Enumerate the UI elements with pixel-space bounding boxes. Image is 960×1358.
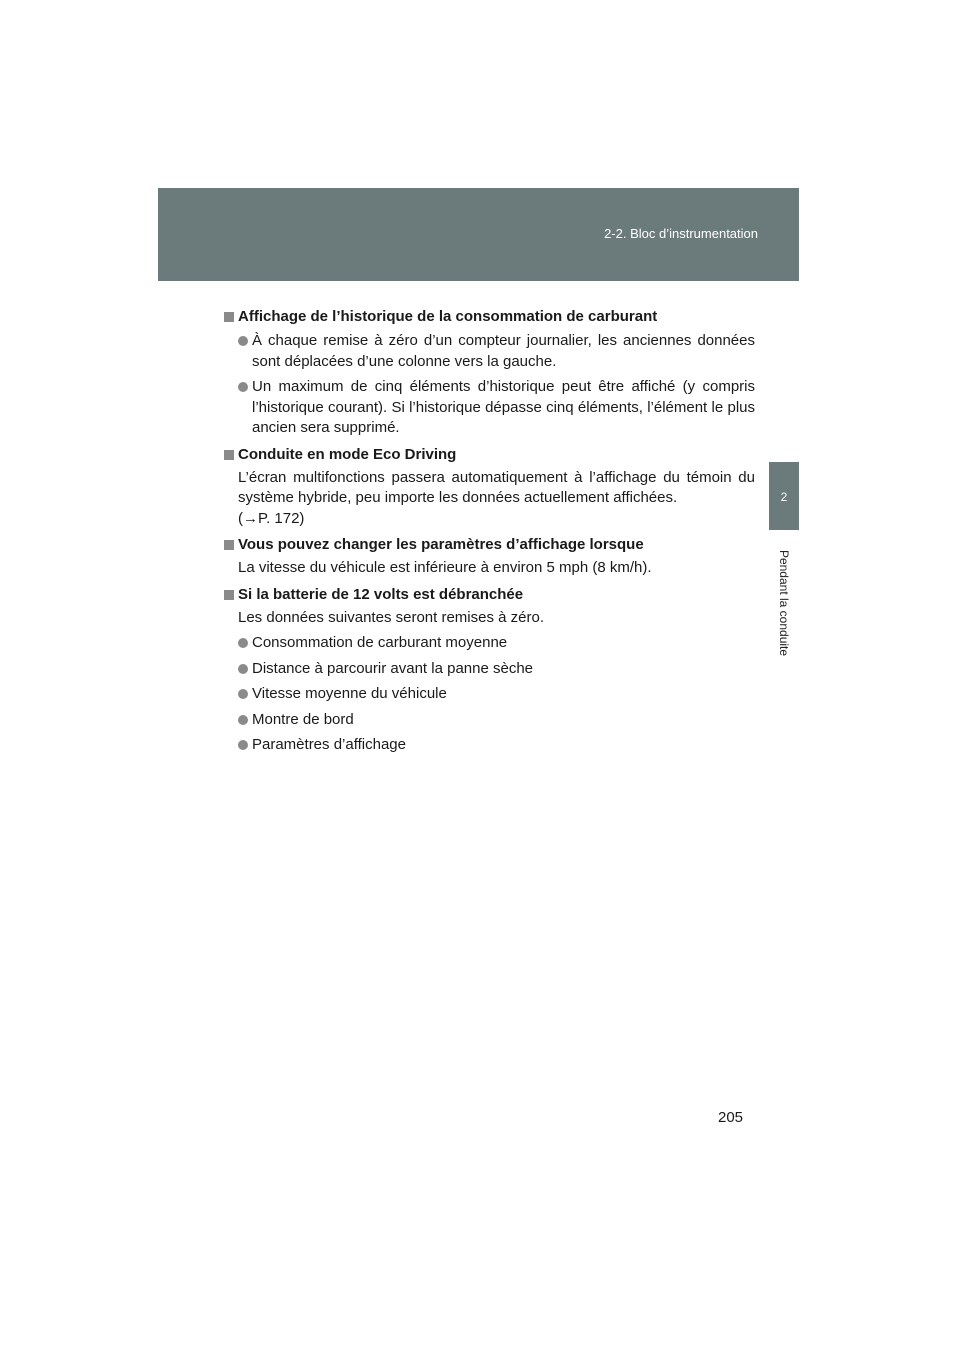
list-item xyxy=(224,684,755,705)
round-bullet-icon xyxy=(238,715,248,725)
list-item-text: Paramètres d’affichage xyxy=(252,736,406,753)
page-reference-link[interactable]: (→P. 172) xyxy=(238,509,305,527)
paragraph: L’écran multifonctions passera automatiquement à l’affichage du témoin du système hybride, peu importe les données actuellement affichées. xyxy=(238,468,755,506)
chapter-number: 2 xyxy=(780,490,788,504)
square-bullet-icon xyxy=(224,540,234,550)
square-bullet-icon xyxy=(224,590,234,600)
list-item-text: Distance à parcourir avant la panne sèche xyxy=(252,659,534,677)
list-item xyxy=(224,735,755,756)
section-heading-display-settings xyxy=(224,534,755,556)
square-bullet-icon xyxy=(224,450,234,460)
round-bullet-icon xyxy=(238,664,248,674)
list-item-text: Montre de bord xyxy=(252,710,354,728)
section-heading-eco-driving xyxy=(224,444,755,466)
chapter-tab xyxy=(769,462,799,530)
section-heading-battery xyxy=(224,584,755,606)
round-bullet-icon xyxy=(238,740,248,750)
section-heading-text: Affichage de l’historique de la consommation de carburant xyxy=(238,308,658,325)
list-item-text: Consommation de carburant moyenne xyxy=(252,634,508,651)
round-bullet-icon xyxy=(238,336,248,346)
list-item xyxy=(224,633,755,654)
list-item xyxy=(224,659,755,680)
section-heading-text: Vous pouvez changer les paramètres d’affichage lorsque xyxy=(238,536,644,553)
round-bullet-icon xyxy=(238,382,248,392)
list-item-text: Un maximum de cinq éléments d’historique peut être affiché (y compris l’historique courant). Si l’historique dépasse cinq éléments, l’élément le plus ancien sera supprimé. xyxy=(252,378,755,436)
round-bullet-icon xyxy=(238,689,248,699)
list-item xyxy=(224,377,755,439)
square-bullet-icon xyxy=(224,312,234,322)
list-item xyxy=(224,710,755,731)
list-item xyxy=(224,331,755,372)
round-bullet-icon xyxy=(238,638,248,648)
page-number: 205 xyxy=(718,1109,744,1126)
section-heading-fuel-history xyxy=(224,306,755,328)
section-heading-text: Si la batterie de 12 volts est débranchée xyxy=(238,585,524,603)
section-header-title: 2-2. Bloc d’instrumentation xyxy=(604,226,758,241)
chapter-label: Pendant la conduite xyxy=(777,549,791,657)
paragraph: La vitesse du véhicule est inférieure à environ 5 mph (8 km/h). xyxy=(238,559,652,576)
section-header-bar xyxy=(158,188,799,281)
section-heading-text: Conduite en mode Eco Driving xyxy=(238,445,457,463)
list-item-text: Vitesse moyenne du véhicule xyxy=(252,685,447,702)
list-item-text: À chaque remise à zéro d’un compteur journalier, les anciennes données sont déplacées d’une colonne vers la gauche. xyxy=(252,332,755,370)
page-content xyxy=(224,306,755,756)
paragraph: Les données suivantes seront remises à zéro. xyxy=(238,608,544,626)
